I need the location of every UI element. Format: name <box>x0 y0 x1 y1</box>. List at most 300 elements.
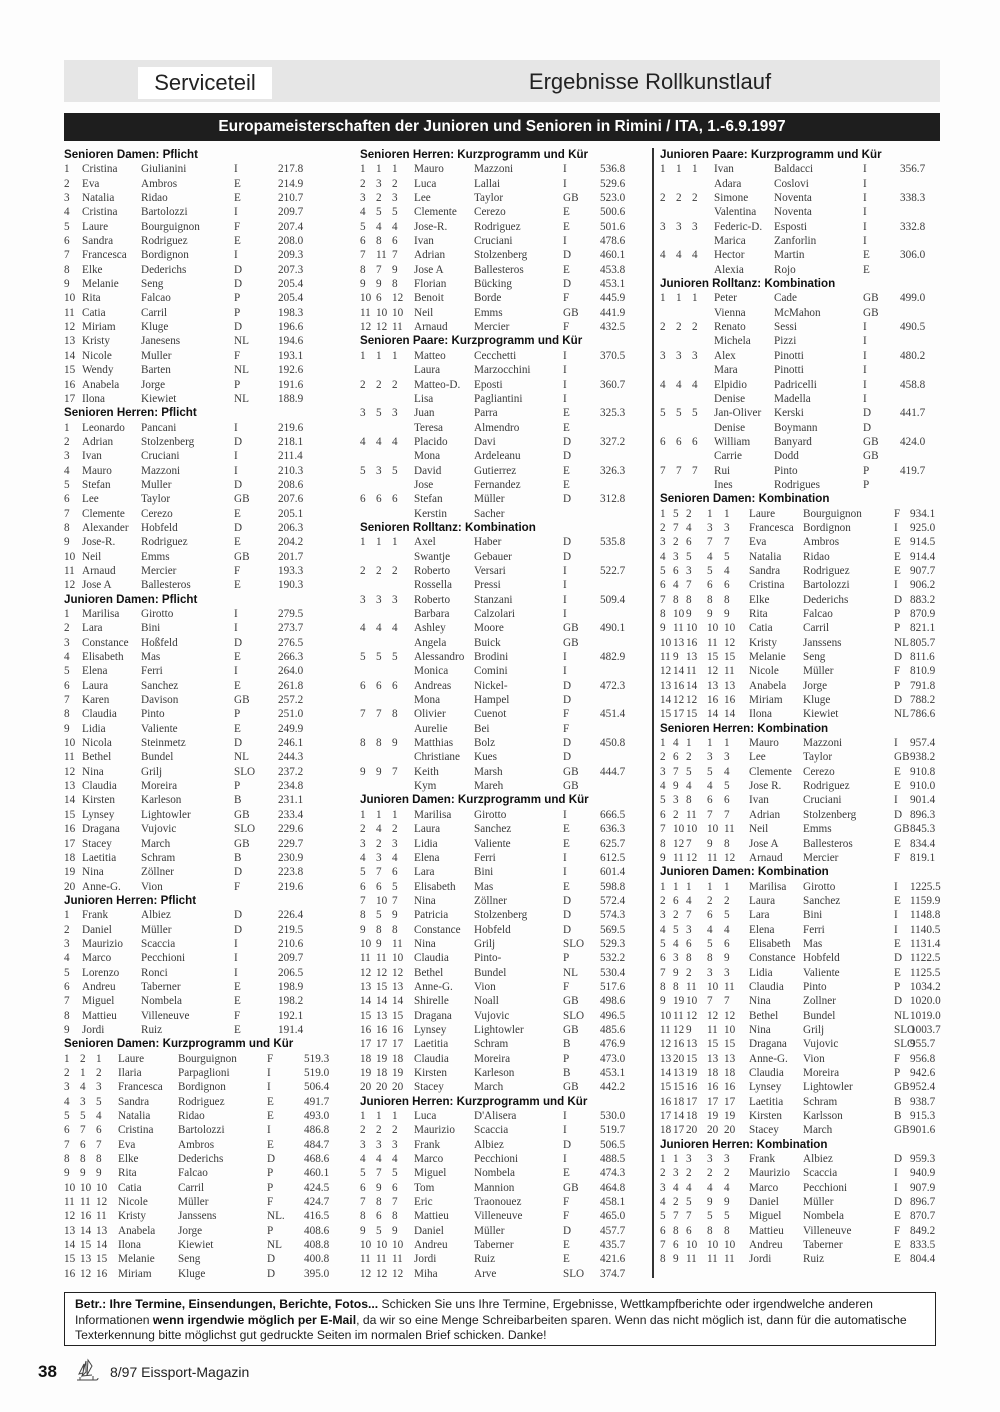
judge-place: 2 <box>724 1167 730 1180</box>
result-row <box>360 1138 648 1152</box>
points: 205.4 <box>278 292 304 305</box>
result-row <box>660 248 944 262</box>
judge-place: 5 <box>392 1167 398 1180</box>
points: 206.5 <box>278 966 304 979</box>
first-name: Anabela <box>118 1224 156 1237</box>
nation: E <box>563 880 570 893</box>
result-row <box>64 951 348 965</box>
result-row <box>660 1023 944 1037</box>
points: 210.3 <box>278 464 304 477</box>
last-name: Seng <box>803 651 826 664</box>
first-name: Monica <box>414 665 449 678</box>
last-name: Pinotti <box>774 364 804 377</box>
nation: I <box>563 364 567 377</box>
first-name: Natalia <box>118 1110 151 1123</box>
result-row <box>360 765 648 779</box>
judge-place: 1 <box>376 1110 382 1123</box>
first-name: Nicola <box>82 737 112 750</box>
place: 9 <box>64 722 70 735</box>
result-row <box>360 291 648 305</box>
last-name: Ambros <box>141 177 178 190</box>
result-row <box>64 435 348 449</box>
place: 4 <box>360 851 366 864</box>
judge-place: 3 <box>392 407 398 420</box>
nation: D <box>234 278 243 291</box>
judge-place: 9 <box>673 651 679 664</box>
judge-place: 13 <box>673 1067 685 1079</box>
judge-place: 1 <box>80 1067 86 1079</box>
first-name: Mauro <box>82 464 112 477</box>
judge-place: 1 <box>376 808 382 821</box>
judge-place: 7 <box>724 808 730 821</box>
judge-place: 13 <box>376 1009 388 1022</box>
first-name: Laure <box>118 1052 145 1065</box>
last-name: Grilj <box>141 765 163 778</box>
result-row <box>64 248 348 262</box>
first-name: Lynsey <box>82 808 115 821</box>
judge-place: 13 <box>673 636 685 649</box>
nation: F <box>894 1224 901 1237</box>
result-row <box>64 578 348 592</box>
first-name: Leonardo <box>82 421 125 434</box>
judge-place: 2 <box>376 564 382 577</box>
place: 8 <box>360 909 366 922</box>
judge-place: 8 <box>707 593 713 606</box>
result-row <box>360 1224 648 1238</box>
nation: E <box>563 823 570 836</box>
place: 1 <box>64 608 70 620</box>
place: 6 <box>64 1124 70 1137</box>
judge-place: 12 <box>392 966 404 979</box>
nation: E <box>563 263 570 276</box>
place: 3 <box>660 536 666 549</box>
nation: I <box>563 1110 567 1123</box>
last-name: Moreira <box>474 1052 511 1065</box>
first-name: Valentina <box>714 206 757 219</box>
last-name: Taberner <box>141 980 181 993</box>
result-row <box>64 320 348 334</box>
last-name: Bini <box>803 909 823 922</box>
nation: NL <box>234 751 249 764</box>
result-row <box>360 707 648 721</box>
section-title: Senioren Paare: Kurzprogramm und Kür <box>360 334 583 348</box>
last-name: Hobfeld <box>474 923 511 936</box>
result-row <box>360 234 648 248</box>
place: 5 <box>360 1167 366 1180</box>
judge-place: 8 <box>376 1196 382 1209</box>
nation: I <box>234 163 238 176</box>
result-row <box>64 808 348 822</box>
points: 244.3 <box>278 751 304 764</box>
last-name: Bini <box>141 622 161 635</box>
judge-place: 3 <box>676 220 682 233</box>
last-name: Stolzenberg <box>474 909 528 922</box>
nation: I <box>234 421 238 434</box>
nation: GB <box>563 1181 579 1194</box>
nation: E <box>863 249 870 262</box>
judge-place: 7 <box>673 765 679 778</box>
nation: D <box>863 407 872 420</box>
nation: GB <box>234 493 250 506</box>
judge-place: 16 <box>673 1038 685 1051</box>
result-row <box>660 320 944 334</box>
judge-place: 6 <box>724 937 730 950</box>
result-row <box>660 1095 944 1109</box>
judge-place: 3 <box>686 564 692 577</box>
result-row <box>360 636 648 650</box>
place: 4 <box>64 952 70 965</box>
judge-place: 1 <box>376 536 382 549</box>
nation: I <box>894 923 898 936</box>
points: 938.7 <box>910 1095 936 1108</box>
first-name: Arnaud <box>749 851 783 864</box>
judge-place: 3 <box>376 593 382 606</box>
first-name: Adrian <box>749 808 781 821</box>
last-name: Hobfeld <box>141 521 178 534</box>
last-name: Falcao <box>141 292 171 305</box>
last-name: Carril <box>178 1181 205 1194</box>
last-name: Ferri <box>141 665 163 678</box>
last-name: Gebauer <box>474 550 512 563</box>
first-name: Lidia <box>82 722 106 735</box>
nation: I <box>563 163 567 176</box>
last-name: Emms <box>141 550 170 563</box>
last-name: Davison <box>141 694 179 707</box>
first-name: Neil <box>82 550 102 563</box>
points: 914.4 <box>910 550 936 563</box>
judge-place: 7 <box>376 263 382 276</box>
judge-place: 20 <box>376 1081 388 1094</box>
first-name: Ilona <box>749 708 772 721</box>
points: 444.7 <box>600 765 626 778</box>
points: 191.6 <box>278 378 304 391</box>
last-name: Mannion <box>474 1181 515 1194</box>
points: 883.2 <box>910 593 936 606</box>
result-row <box>660 679 944 693</box>
section-title: Junioren Herren: Pflicht <box>64 893 197 907</box>
judge-place: 10 <box>724 1023 736 1036</box>
judge-place: 2 <box>376 378 382 391</box>
nation: I <box>894 1167 898 1180</box>
place: 2 <box>64 923 70 936</box>
last-name: Bini <box>474 866 494 879</box>
points: 196.6 <box>278 321 304 334</box>
nation: I <box>563 1124 567 1137</box>
first-name: Marco <box>414 1153 444 1166</box>
judge-place: 10 <box>673 608 685 620</box>
points: 490.5 <box>900 321 926 334</box>
place: 12 <box>64 765 76 778</box>
nation: D <box>563 450 572 463</box>
place: 5 <box>660 564 666 577</box>
nation: E <box>234 722 241 735</box>
place: 3 <box>64 1081 70 1094</box>
result-row <box>660 1166 944 1180</box>
result-row <box>64 378 348 392</box>
nation: GB <box>563 192 579 205</box>
last-name: Girotto <box>803 880 836 893</box>
nation: I <box>563 579 567 592</box>
result-row <box>64 779 348 793</box>
points: 519.3 <box>304 1052 330 1065</box>
points: 219.5 <box>278 923 304 936</box>
points: 266.3 <box>278 651 304 664</box>
result-row <box>660 808 944 822</box>
judge-place: 12 <box>686 1009 698 1022</box>
judge-place: 3 <box>392 593 398 606</box>
judge-place: 18 <box>707 1067 719 1079</box>
nation: I <box>267 1067 271 1079</box>
first-name: Vienna <box>714 306 746 319</box>
last-name: Rodriguez <box>803 780 850 793</box>
last-name: Coslovi <box>774 177 809 190</box>
place: 12 <box>64 1210 76 1223</box>
result-row <box>64 923 348 937</box>
judge-place: 3 <box>376 464 382 477</box>
last-name: Cruciani <box>803 794 842 807</box>
place: 17 <box>64 837 76 850</box>
nation: NL <box>894 708 909 721</box>
judge-place: 11 <box>686 1253 697 1266</box>
first-name: Kerstin <box>414 507 447 520</box>
result-row <box>660 1152 944 1166</box>
place: 5 <box>360 866 366 879</box>
place: 11 <box>64 751 75 764</box>
judge-place: 12 <box>707 665 719 678</box>
nation: D <box>894 952 903 965</box>
points: 424.5 <box>304 1181 330 1194</box>
judge-place: 8 <box>673 980 679 993</box>
last-name: Bordignon <box>178 1081 226 1094</box>
judge-place: 6 <box>376 1210 382 1223</box>
first-name: Kirsten <box>414 1067 447 1079</box>
judge-place: 5 <box>686 765 692 778</box>
nation: E <box>894 1253 901 1266</box>
first-name: Lee <box>414 192 431 205</box>
nation: D <box>234 435 243 448</box>
points: 480.2 <box>900 349 926 362</box>
judge-place: 6 <box>392 1181 398 1194</box>
judge-place: 2 <box>392 1124 398 1137</box>
first-name: Lisa <box>414 392 434 405</box>
last-name: Lallai <box>474 177 501 190</box>
result-row <box>660 966 944 980</box>
nation: I <box>563 851 567 864</box>
result-row <box>64 1267 348 1281</box>
result-row <box>360 406 648 420</box>
results-column-2 <box>360 148 648 1281</box>
last-name: Mercier <box>474 321 510 334</box>
nation: I <box>863 364 867 377</box>
first-name: Ivan <box>82 450 102 463</box>
result-row <box>64 650 348 664</box>
points: 476.9 <box>600 1038 626 1051</box>
judge-place: 8 <box>673 593 679 606</box>
place: 7 <box>660 823 666 836</box>
last-name: Pizzi <box>774 335 797 348</box>
last-name: Zollner <box>803 995 836 1008</box>
points: 788.2 <box>910 694 936 707</box>
result-row <box>64 621 348 635</box>
judge-place: 1 <box>692 163 698 176</box>
nation: I <box>234 952 238 965</box>
first-name: Nicole <box>749 665 779 678</box>
result-row <box>360 478 648 492</box>
judge-place: 4 <box>707 1181 713 1194</box>
judge-place: 4 <box>724 923 730 936</box>
nation: E <box>894 765 901 778</box>
result-row <box>360 693 648 707</box>
judge-place: 4 <box>686 1181 692 1194</box>
judge-place: 12 <box>96 1196 108 1209</box>
last-name: Jorge <box>803 679 828 692</box>
points: 938.2 <box>910 751 936 764</box>
judge-place: 15 <box>686 1052 698 1065</box>
last-name: Vujovic <box>474 1009 510 1022</box>
first-name: Matthias <box>414 737 454 750</box>
first-name: Tom <box>414 1181 435 1194</box>
first-name: Marilisa <box>749 880 787 893</box>
result-row <box>360 822 648 836</box>
judge-place: 7 <box>676 464 682 477</box>
judge-place: 19 <box>673 995 685 1008</box>
place: 10 <box>64 1181 76 1194</box>
judge-place: 20 <box>724 1124 736 1137</box>
judge-place: 3 <box>707 966 713 979</box>
judge-place: 11 <box>673 622 684 635</box>
judge-place: 17 <box>673 708 685 721</box>
result-row <box>360 923 648 937</box>
points: 1225.5 <box>910 880 941 893</box>
nation: D <box>894 1196 903 1209</box>
first-name: Cristina <box>82 206 118 219</box>
place: 2 <box>660 521 666 534</box>
judge-place: 9 <box>724 1196 730 1209</box>
points: 421.6 <box>600 1253 626 1266</box>
nation: F <box>563 1210 570 1223</box>
judge-place: 7 <box>96 1138 102 1151</box>
judge-place: 10 <box>686 1239 698 1252</box>
place: 2 <box>64 435 70 448</box>
judge-place: 9 <box>80 1167 86 1180</box>
nation: F <box>234 880 241 893</box>
judge-place: 6 <box>392 679 398 692</box>
judge-place: 17 <box>673 1124 685 1137</box>
last-name: Bundel <box>474 966 507 979</box>
result-row <box>360 205 648 219</box>
points: 441.9 <box>600 306 626 319</box>
judge-place: 4 <box>376 1153 382 1166</box>
judge-place: 5 <box>392 464 398 477</box>
nation: GB <box>863 435 879 448</box>
judge-place: 2 <box>392 177 398 190</box>
judge-place: 4 <box>692 249 698 262</box>
nation: D <box>234 909 243 922</box>
result-row <box>360 1267 648 1281</box>
first-name: Aurelie <box>414 722 448 735</box>
result-row <box>660 837 944 851</box>
result-row <box>64 1181 348 1195</box>
result-row <box>64 1138 348 1152</box>
judge-place: 18 <box>686 1110 698 1123</box>
points: 261.8 <box>278 679 304 692</box>
place: 13 <box>660 679 672 692</box>
last-name: Albiez <box>803 1153 833 1166</box>
result-row <box>660 464 944 478</box>
points: 207.3 <box>278 263 304 276</box>
last-name: Janesens <box>141 335 181 348</box>
nation: P <box>267 1224 274 1237</box>
place: 9 <box>64 1167 70 1180</box>
last-name: Nombela <box>803 1210 845 1223</box>
result-row <box>660 593 944 607</box>
place: 15 <box>660 708 672 721</box>
judge-place: 6 <box>724 794 730 807</box>
first-name: Jose A <box>749 837 779 850</box>
judge-place: 18 <box>673 1095 685 1108</box>
points: 484.7 <box>304 1138 330 1151</box>
judge-place: 3 <box>724 966 730 979</box>
result-row <box>660 507 944 521</box>
result-row <box>64 349 348 363</box>
points: 374.7 <box>600 1267 626 1280</box>
nation: D <box>234 521 243 534</box>
judge-place: 14 <box>80 1224 92 1237</box>
place: 9 <box>64 278 70 291</box>
points: 506.5 <box>600 1138 626 1151</box>
result-row <box>64 793 348 807</box>
last-name: Müller <box>141 923 172 936</box>
first-name: Elena <box>749 923 775 936</box>
nation: GB <box>894 823 910 836</box>
nation: F <box>894 665 901 678</box>
last-name: Pancani <box>141 421 177 434</box>
last-name: Hobfeld <box>803 952 840 965</box>
judge-place: 8 <box>686 794 692 807</box>
judge-place: 4 <box>392 622 398 635</box>
first-name: Constance <box>414 923 461 936</box>
place: 9 <box>660 622 666 635</box>
points: 445.9 <box>600 292 626 305</box>
result-row <box>360 177 648 191</box>
points: 338.3 <box>900 192 926 205</box>
nation: D <box>563 737 572 750</box>
place: 7 <box>64 694 70 707</box>
nation: GB <box>234 808 250 821</box>
nation: E <box>563 1239 570 1252</box>
first-name: Alexander <box>82 521 129 534</box>
last-name: Grilj <box>803 1023 825 1036</box>
place: 7 <box>360 708 366 721</box>
judge-place: 7 <box>376 1167 382 1180</box>
last-name: Jorge <box>141 378 166 391</box>
place: 9 <box>660 995 666 1008</box>
judge-place: 7 <box>392 894 398 907</box>
place: 12 <box>360 1267 372 1280</box>
last-name: Moore <box>474 622 504 635</box>
first-name: Claudia <box>749 980 784 993</box>
last-name: Pressi <box>474 579 501 592</box>
judge-place: 19 <box>724 1110 736 1123</box>
judge-place: 11 <box>392 1253 403 1266</box>
points: 786.6 <box>910 708 936 721</box>
result-row <box>660 1224 944 1238</box>
nation: I <box>563 1153 567 1166</box>
first-name: Eva <box>82 177 100 190</box>
judge-place: 10 <box>707 1239 719 1252</box>
place: 5 <box>360 220 366 233</box>
last-name: Kluge <box>141 321 169 334</box>
